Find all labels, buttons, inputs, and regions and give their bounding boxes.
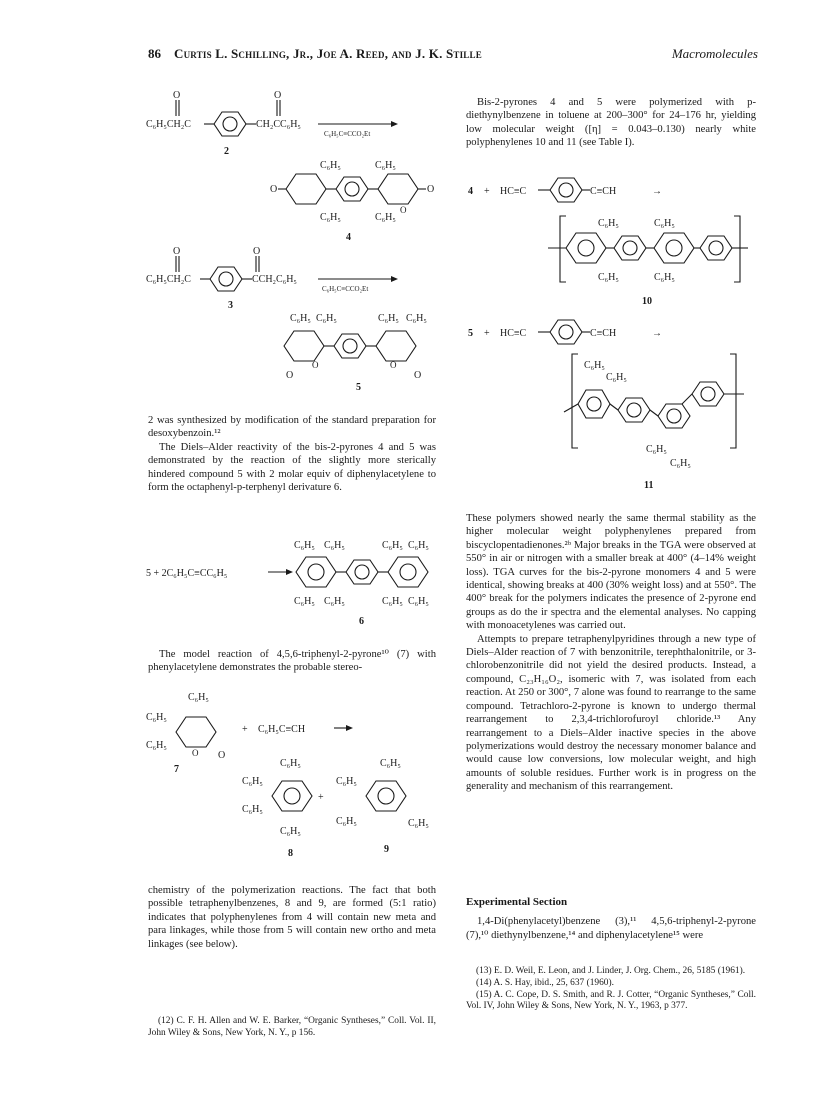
plus-sign: + <box>242 724 248 735</box>
svg-text:CH₂CC₆H₅: CH₂CC₆H₅ <box>256 119 301 130</box>
svg-text:C₆H₅: C₆H₅ <box>336 816 357 827</box>
paragraph: Attempts to prepare tetraphenylpyridines through a new type of Diels–Alder reaction of 7 with benzonitrile, terephthalonitrile, or 3-chlorobenzonitrile did not yield the desired products. Instead, a compound, C₂₃H₁₆O₂, isomeric with 7, was isolated from each reaction. At 250 or 300°, 7 alone was found to rearrange to the same compound. Tetrachloro-2-pyrone is known to undergo thermal rearrangement to 2,3,4-trichlorofuroyl chloride.¹³ Any rearrangement to a Diels–Alder inactive species in the above polymerizations would destroy the necessary monomer balance and would cause low conversions, low molecular weight, and high amounts of soluble residues. Further work is in progress on the generality and mechanism of this rearrangement. <box>466 633 756 793</box>
compound-number: 3 <box>228 300 233 311</box>
svg-text:C₆H₅: C₆H₅ <box>294 596 315 607</box>
svg-text:C₆H₅: C₆H₅ <box>646 444 667 455</box>
scheme-compound-3-to-5 <box>146 246 446 400</box>
benzene-ring <box>618 398 650 422</box>
benzene-ring <box>366 781 406 811</box>
svg-text:C₆H₅: C₆H₅ <box>146 740 167 751</box>
footnotes-right <box>466 966 756 1013</box>
pyrone-ring <box>176 717 216 747</box>
svg-text:C₆H₅: C₆H₅ <box>316 313 337 324</box>
svg-text:C₆H₅: C₆H₅ <box>670 458 691 469</box>
benzene-ring <box>272 781 312 811</box>
running-authors: Curtis L. Schilling, Jr., Joe A. Reed, and J. K. Stille <box>174 46 482 61</box>
chem-label: C₆H₅CH₂C <box>146 119 191 130</box>
svg-text:C₆H₅: C₆H₅ <box>406 313 427 324</box>
svg-text:C₆H₅: C₆H₅ <box>584 360 605 371</box>
compound-number: 8 <box>288 848 293 859</box>
diyne-right: C≡CH <box>590 328 617 339</box>
svg-text:O: O <box>270 184 278 195</box>
right-text-block-1 <box>466 96 756 150</box>
svg-text:C₆H₅: C₆H₅ <box>280 826 301 837</box>
pyrone-ring <box>376 331 416 361</box>
svg-text:C₆H₅: C₆H₅ <box>606 372 627 383</box>
pyrone-ring <box>284 331 324 361</box>
svg-text:O: O <box>192 748 199 758</box>
compound-number: 5 <box>468 328 473 339</box>
benzene-ring <box>214 112 246 136</box>
benzene-ring <box>388 557 428 587</box>
paragraph: These polymers showed nearly the same thermal stability as the higher molecular weight polyphenylenes prepared from biscyclopentadienones.²ᵇ Major breaks in the TGA were observed at 550° in air or nitrogen with a smaller break at 400° (4–14% weight loss). TGA curves for the bis-2-pyrone monomers 4 and 5 were identical, showing breaks at 400 (30% weight loss) and at 550°. The 400° break for the polymers indicates the presence of 2-pyrone end groups as do the ir spectra and the elemental analyses. No capping with monoacetylenes was carried out. <box>466 513 756 632</box>
svg-text:O: O <box>173 90 181 101</box>
benzene-ring <box>654 233 694 263</box>
left-text-block-2 <box>148 648 436 675</box>
svg-text:C₆H₅: C₆H₅ <box>375 212 396 223</box>
plus-sign: + <box>484 186 490 197</box>
compound-number: 2 <box>224 146 229 157</box>
diyne-left: HC≡C <box>500 186 527 197</box>
compound-number: 7 <box>174 764 179 775</box>
benzene-ring <box>334 334 366 358</box>
svg-text:O: O <box>427 184 435 195</box>
svg-text:C₆H₅: C₆H₅ <box>598 218 619 229</box>
paragraph: The Diels–Alder reactivity of the bis-2-pyrones 4 and 5 was demonstrated by the reaction of the slightly more sterically hindered compound 5 with 2 molar equiv of diphenylacetylene to form the octaphenyl-p-terphenyl derivature 6. <box>148 441 436 494</box>
paragraph: 2 was synthesized by modification of the standard preparation for desoxybenzoin.¹² <box>148 415 436 440</box>
svg-text:O: O <box>173 246 181 257</box>
compound-number: 6 <box>359 616 364 627</box>
scheme-polymer-11 <box>466 318 756 498</box>
svg-text:C₆H₅: C₆H₅ <box>324 540 345 551</box>
pyrone-ring <box>286 174 326 204</box>
svg-text:C₆H₅: C₆H₅ <box>378 313 399 324</box>
footnote: (14) A. S. Hay, ibid., 25, 637 (1960). <box>476 977 614 988</box>
paragraph: The model reaction of 4,5,6-triphenyl-2-pyrone¹⁰ (7) with phenylacetylene demonstrates the probable stereo- <box>148 649 436 674</box>
left-text-block-3 <box>148 884 436 951</box>
svg-text:C₆H₅: C₆H₅ <box>336 776 357 787</box>
svg-text:C₆H₅: C₆H₅ <box>188 692 209 703</box>
diyne-right: C≡CH <box>590 186 617 197</box>
svg-text:O: O <box>400 205 407 215</box>
experimental-section <box>466 896 756 942</box>
section-heading: Experimental Section <box>466 896 568 908</box>
right-text-block-2 <box>466 512 756 794</box>
paragraph: 1,4-Di(phenylacetyl)benzene (3),¹¹ 4,5,6-triphenyl-2-pyrone (7),¹⁰ diethynylbenzene,¹⁴ and diphenylacetylene¹⁵ were <box>466 916 756 941</box>
benzene-ring <box>658 404 690 428</box>
svg-text:C₆H₅: C₆H₅ <box>654 218 675 229</box>
svg-text:C₆H₅: C₆H₅ <box>408 818 429 829</box>
diyne-left: HC≡C <box>500 328 527 339</box>
footnote: (12) C. F. H. Allen and W. E. Barker, “Organic Syntheses,” Coll. Vol. II, John Wiley & Sons, New York, N. Y., p 156. <box>148 1016 436 1038</box>
pyrone-ring <box>378 174 418 204</box>
svg-text:CCH₂C₆H₅: CCH₂C₆H₅ <box>252 274 297 285</box>
compound-number: 4 <box>468 186 473 197</box>
svg-text:C₆H₅: C₆H₅ <box>294 540 315 551</box>
benzene-ring <box>210 267 242 291</box>
reagent-label: C₆H₅C≡CCO₂Et <box>322 285 369 293</box>
footnote: (13) E. D. Weil, E. Leon, and J. Linder, J. Org. Chem., 26, 5185 (1961). <box>476 966 746 976</box>
reagent-label: C₆H₅C≡CH <box>258 724 306 735</box>
svg-text:C₆H₅: C₆H₅ <box>290 313 311 324</box>
svg-text:O: O <box>218 750 226 761</box>
svg-text:C₆H₅: C₆H₅ <box>375 160 396 171</box>
running-header <box>148 46 758 66</box>
page-number: 86 <box>148 46 161 61</box>
benzene-ring <box>700 236 732 260</box>
compound-number: 10 <box>642 296 652 307</box>
compound-number: 9 <box>384 844 389 855</box>
svg-text:C₆H₅: C₆H₅ <box>408 596 429 607</box>
reaction-arrow: → <box>652 328 662 339</box>
reaction-arrow: → <box>652 186 662 197</box>
svg-text:C₆H₅: C₆H₅ <box>320 160 341 171</box>
compound-number: 11 <box>644 480 654 491</box>
benzene-ring <box>346 560 378 584</box>
benzene-ring <box>296 557 336 587</box>
scheme-compound-2-to-4 <box>146 92 446 252</box>
svg-text:O: O <box>274 90 282 101</box>
plus-sign: + <box>318 792 324 803</box>
svg-text:O: O <box>253 246 261 257</box>
scheme-compound-7-to-8-9 <box>146 686 446 876</box>
svg-text:O: O <box>390 360 397 370</box>
svg-text:O: O <box>286 370 294 381</box>
reactants-label: 5 + 2C₆H₅C≡CC₆H₅ <box>146 568 228 579</box>
svg-text:C₆H₅: C₆H₅ <box>408 540 429 551</box>
svg-text:C₆H₅: C₆H₅ <box>382 540 403 551</box>
benzene-ring <box>566 233 606 263</box>
paragraph: Bis-2-pyrones 4 and 5 were polymerized with p-diethynylbenzene in toluene at 200–300° for 24–176 hr, yielding low molecular weight ([η] = 0.043–0.130) nearly white polyphenylenes 10 and 11 (see Table I). <box>466 97 756 149</box>
paragraph: chemistry of the polymerization reactions. The fact that both possible tetraphenylbenzenes, 8 and 9, are formed (5:1 ratio) indicates that polyphenylenes from 4 will contain new meta and para linkages, while those from 5 will contain new ortho and meta linkages (see below). <box>148 885 436 950</box>
svg-text:C₆H₅: C₆H₅ <box>242 776 263 787</box>
svg-text:C₆H₅: C₆H₅ <box>242 804 263 815</box>
svg-text:C₆H₅: C₆H₅ <box>380 758 401 769</box>
scheme-polymer-10 <box>466 176 756 316</box>
svg-text:C₆H₅CH₂C: C₆H₅CH₂C <box>146 274 191 285</box>
svg-text:C₆H₅: C₆H₅ <box>324 596 345 607</box>
benzene-ring <box>578 390 610 418</box>
benzene-ring <box>550 320 582 344</box>
plus-sign: + <box>484 328 490 339</box>
footnote: (15) A. C. Cope, D. S. Smith, and R. J. Cotter, “Organic Syntheses,” Coll. Vol. IV, John Wiley & Sons, New York, N. Y., 1963, p 377. <box>466 989 756 1012</box>
svg-text:C₆H₅: C₆H₅ <box>654 272 675 283</box>
footnote-12 <box>148 1016 436 1040</box>
benzene-ring <box>614 236 646 260</box>
svg-text:C₆H₅: C₆H₅ <box>598 272 619 283</box>
compound-number: 4 <box>346 232 351 243</box>
svg-text:C₆H₅: C₆H₅ <box>280 758 301 769</box>
benzene-ring <box>692 382 724 406</box>
compound-number: 5 <box>356 382 361 393</box>
svg-text:O: O <box>312 360 319 370</box>
svg-text:O: O <box>414 370 422 381</box>
svg-text:C₆H₅: C₆H₅ <box>320 212 341 223</box>
left-text-block-1 <box>148 414 436 494</box>
svg-text:C₆H₅: C₆H₅ <box>146 712 167 723</box>
journal-name: Macromolecules <box>671 46 758 61</box>
benzene-ring <box>550 178 582 202</box>
svg-text:C₆H₅: C₆H₅ <box>382 596 403 607</box>
reagent-label: C₆H₅C≡CCO₂Et <box>324 130 371 138</box>
scheme-compound-6 <box>146 532 446 632</box>
benzene-ring <box>336 177 368 201</box>
